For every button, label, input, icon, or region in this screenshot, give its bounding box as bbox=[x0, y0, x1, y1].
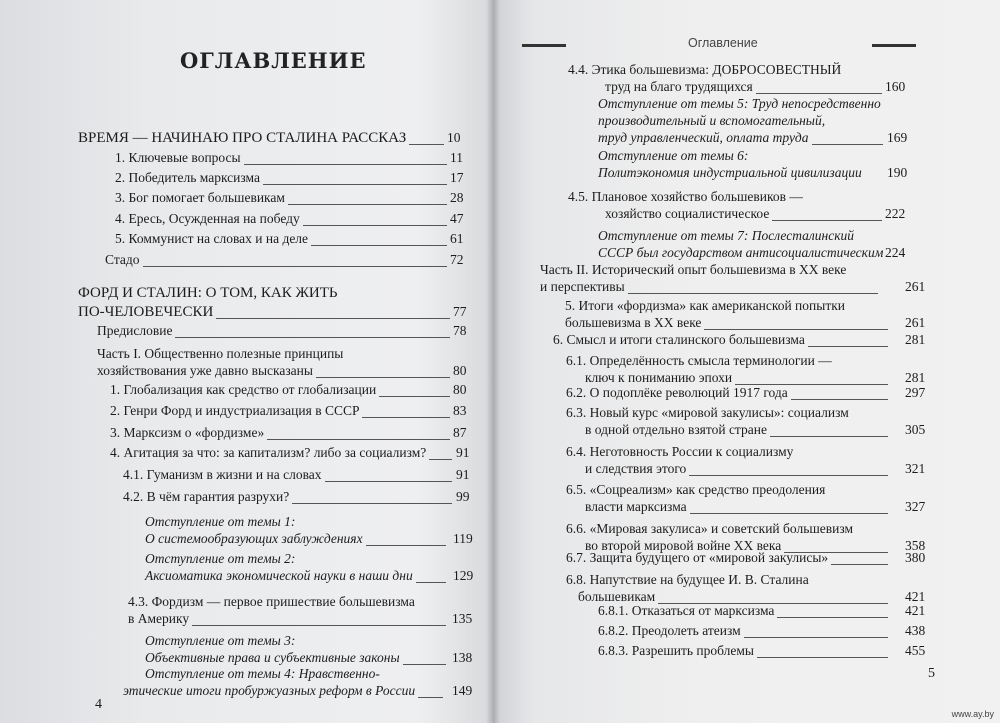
toc-entry-text: 2. Победитель марксизма bbox=[115, 170, 260, 185]
toc-entry-text: в одной отдельно взятой стране bbox=[585, 422, 767, 437]
toc-entry-text: в Америку bbox=[128, 611, 190, 626]
toc-entry-text: 2. Генри Форд и индустриализация в СССР bbox=[110, 403, 360, 418]
leader-line bbox=[379, 396, 450, 397]
toc-page-number: 261 bbox=[905, 279, 926, 294]
leader-line bbox=[744, 637, 888, 638]
toc-page-number: 28 bbox=[450, 190, 464, 205]
toc-page-number: 358 bbox=[905, 538, 926, 553]
toc-entry-text: 6.4. Неготовность России к социализму bbox=[566, 444, 794, 459]
leader-line bbox=[288, 204, 447, 205]
right-page-number: 5 bbox=[928, 666, 935, 681]
leader-line bbox=[175, 337, 450, 338]
leader-line bbox=[791, 399, 888, 400]
leader-line bbox=[831, 564, 888, 565]
toc-entry-text: 1. Глобализация как средство от глобализации bbox=[110, 382, 377, 397]
toc-entry-text: 5. Коммунист на словах и на деле bbox=[115, 231, 309, 246]
leader-line bbox=[757, 657, 888, 658]
toc-page-number: 87 bbox=[453, 425, 467, 440]
toc-entry-text: 4.1. Гуманизм в жизни и на словах bbox=[123, 467, 322, 482]
toc-page-number: 160 bbox=[885, 79, 906, 94]
toc-entry-text: Отступление от темы 5: Труд непосредственно bbox=[598, 96, 881, 111]
left-page-number: 4 bbox=[95, 697, 102, 712]
toc-page-number: 11 bbox=[450, 150, 463, 165]
leader-line bbox=[416, 582, 446, 583]
toc-page-number: 99 bbox=[456, 489, 470, 504]
toc-entry-text: и следствия этого bbox=[585, 461, 687, 476]
toc-entry-text: 6.5. «Соцреализм» как средство преодоления bbox=[566, 482, 826, 497]
toc-entry-text: этические итоги пробуржуазных реформ в России bbox=[123, 683, 416, 698]
toc-page-number: 83 bbox=[453, 403, 467, 418]
toc-page-number: 138 bbox=[452, 650, 473, 665]
running-header: Оглавление bbox=[688, 36, 758, 50]
toc-page-number: 421 bbox=[905, 589, 926, 604]
toc-entry-text: 6.3. Новый курс «мировой закулисы»: социализм bbox=[566, 405, 849, 420]
toc-entry-text: 6.2. О подоплёке революций 1917 года bbox=[566, 385, 788, 400]
toc-page-number: 380 bbox=[905, 550, 926, 565]
toc-page-number: 72 bbox=[450, 252, 464, 267]
leader-line bbox=[143, 266, 447, 267]
header-rule-right bbox=[872, 44, 916, 47]
toc-entry-text: Отступление от темы 3: bbox=[145, 633, 296, 648]
toc-entry-text: Политэкономия индустриальной цивилизации bbox=[598, 165, 862, 180]
toc-entry-text: 6.8.2. Преодолеть атеизм bbox=[598, 623, 741, 638]
toc-entry-text: 3. Бог помогает большевикам bbox=[115, 190, 285, 205]
leader-line bbox=[216, 318, 450, 319]
leader-line bbox=[409, 144, 444, 145]
toc-entry-text: 6. Смысл и итоги сталинского большевизма bbox=[553, 332, 805, 347]
toc-entry-text: хозяйство социалистическое bbox=[605, 206, 770, 221]
toc-page-number: 438 bbox=[905, 623, 926, 638]
toc-entry-text: ВРЕМЯ — НАЧИНАЮ ПРО СТАЛИНА РАССКАЗ bbox=[78, 130, 407, 146]
leader-line bbox=[325, 481, 452, 482]
toc-page-number: 129 bbox=[453, 568, 474, 583]
toc-page-number: 80 bbox=[453, 363, 467, 378]
leader-line bbox=[192, 625, 446, 626]
toc-page-number: 78 bbox=[453, 323, 467, 338]
toc-entry-text: 6.8.1. Отказаться от марксизма bbox=[598, 603, 775, 618]
watermark: www.ay.by bbox=[951, 709, 994, 719]
toc-entry-text: 1. Ключевые вопросы bbox=[115, 150, 241, 165]
toc-entry-text: во второй мировой войне XX века bbox=[585, 538, 782, 553]
toc-entry-text: 4.3. Фордизм — первое пришествие большевизма bbox=[128, 594, 415, 609]
toc-entry-text: хозяйствования уже давно высказаны bbox=[97, 363, 313, 378]
leader-line bbox=[812, 144, 883, 145]
toc-entry-text: 6.8.3. Разрешить проблемы bbox=[598, 643, 754, 658]
leader-line bbox=[316, 377, 450, 378]
toc-entry-text: производительный и вспомогательный, bbox=[598, 113, 826, 128]
toc-page-number: 91 bbox=[456, 467, 470, 482]
page-title: ОГЛАВЛЕНИЕ bbox=[180, 48, 367, 73]
toc-page-number: 77 bbox=[453, 304, 467, 319]
leader-line bbox=[311, 245, 447, 246]
toc-page-number: 80 bbox=[453, 382, 467, 397]
toc-page-number: 169 bbox=[887, 130, 908, 145]
toc-entry-text: 5. Итоги «фордизма» как американской попытки bbox=[565, 298, 845, 313]
toc-entry-text: Часть II. Исторический опыт большевизма в XX веке bbox=[540, 262, 847, 277]
toc-entry-text: 4.2. В чём гарантия разрухи? bbox=[123, 489, 290, 504]
toc-entry-text: труд управленческий, оплата труда bbox=[598, 130, 809, 145]
toc-entry-text: ПО-ЧЕЛОВЕЧЕСКИ bbox=[78, 304, 214, 320]
toc-entry-text: О системообразующих заблуждениях bbox=[145, 531, 363, 546]
toc-entry-text: Часть I. Общественно полезные принципы bbox=[97, 346, 344, 361]
toc-page-number: 61 bbox=[450, 231, 464, 246]
leader-line bbox=[267, 439, 450, 440]
leader-line bbox=[689, 475, 888, 476]
toc-entry-text: 4.4. Этика большевизма: ДОБРОСОВЕСТНЫЙ bbox=[568, 62, 842, 77]
toc-page-number: 261 bbox=[905, 315, 926, 330]
toc-page-number: 321 bbox=[905, 461, 926, 476]
toc-entry-text: большевизма в XX веке bbox=[565, 315, 702, 330]
toc-entry-text: Отступление от темы 2: bbox=[145, 551, 296, 566]
toc-entry-text: ключ к пониманию эпохи bbox=[585, 370, 733, 385]
leader-line bbox=[418, 697, 443, 698]
toc-page-number: 222 bbox=[885, 206, 906, 221]
toc-entry-text: Отступление от темы 7: Послесталинский bbox=[598, 228, 855, 243]
toc-entry-text: большевикам bbox=[578, 589, 656, 604]
toc-entry-text: 4. Агитация за что: за капитализм? либо за социализм? bbox=[110, 445, 427, 460]
leader-line bbox=[772, 220, 882, 221]
toc-page-number: 91 bbox=[456, 445, 470, 460]
header-rule-left bbox=[522, 44, 566, 47]
book-gutter bbox=[486, 0, 500, 723]
toc-page-number: 421 bbox=[905, 603, 926, 618]
toc-page-number: 149 bbox=[452, 683, 473, 698]
toc-entry-text: Отступление от темы 4: Нравственно- bbox=[145, 666, 380, 681]
toc-entry-text: 6.7. Защита будущего от «мировой закулисы» bbox=[566, 550, 829, 565]
toc-entry-text: 6.6. «Мировая закулиса» и советский большевизм bbox=[566, 521, 854, 536]
leader-line bbox=[690, 513, 888, 514]
toc-entry-text: 6.1. Определённость смысла терминологии — bbox=[566, 353, 832, 368]
toc-entry-text: 4.5. Плановое хозяйство большевиков — bbox=[568, 189, 803, 204]
leader-line bbox=[756, 93, 882, 94]
leader-line bbox=[704, 329, 888, 330]
leader-line bbox=[628, 293, 878, 294]
toc-page-number: 190 bbox=[887, 165, 908, 180]
toc-page-number: 10 bbox=[447, 130, 461, 145]
toc-page-number: 281 bbox=[905, 370, 926, 385]
toc-page-number: 305 bbox=[905, 422, 926, 437]
leader-line bbox=[292, 503, 452, 504]
toc-entry-text: и перспективы bbox=[540, 279, 625, 294]
toc-entry-text: Отступление от темы 6: bbox=[598, 148, 749, 163]
toc-entry-text: Стадо bbox=[105, 252, 140, 267]
leader-line bbox=[366, 545, 446, 546]
leader-line bbox=[770, 436, 888, 437]
toc-page-number: 297 bbox=[905, 385, 926, 400]
toc-page-number: 281 bbox=[905, 332, 926, 347]
leader-line bbox=[808, 346, 888, 347]
toc-entry-text: Аксиоматика экономической науки в наши дни bbox=[145, 568, 413, 583]
leader-line bbox=[777, 617, 888, 618]
leader-line bbox=[403, 664, 446, 665]
toc-page-number: 119 bbox=[453, 531, 473, 546]
toc-entry-text: труд на благо трудящихся bbox=[605, 79, 753, 94]
leader-line bbox=[303, 225, 447, 226]
leader-line bbox=[429, 459, 452, 460]
toc-entry-text: ФОРД И СТАЛИН: О ТОМ, КАК ЖИТЬ bbox=[78, 285, 338, 301]
toc-page-number: 135 bbox=[452, 611, 473, 626]
toc-entry-text: СССР был государством антисоциалистическим bbox=[598, 245, 884, 260]
toc-entry-text: 4. Ересь, Осужденная на победу bbox=[115, 211, 300, 226]
toc-page-number: 327 bbox=[905, 499, 926, 514]
toc-page-number: 455 bbox=[905, 643, 926, 658]
toc-entry-text: Предисловие bbox=[97, 323, 173, 338]
leader-line bbox=[263, 184, 447, 185]
toc-entry-text: 6.8. Напутствие на будущее И. В. Сталина bbox=[566, 572, 809, 587]
toc-page-number: 47 bbox=[450, 211, 464, 226]
toc-entry-text: власти марксизма bbox=[585, 499, 687, 514]
toc-page-number: 17 bbox=[450, 170, 464, 185]
leader-line bbox=[362, 417, 450, 418]
toc-entry-text: 3. Марксизм о «фордизме» bbox=[110, 425, 265, 440]
toc-page-number: 224 bbox=[885, 245, 906, 260]
toc-entry-text: Объективные права и субъективные законы bbox=[145, 650, 400, 665]
leader-line bbox=[244, 164, 447, 165]
toc-entry-text: Отступление от темы 1: bbox=[145, 514, 296, 529]
